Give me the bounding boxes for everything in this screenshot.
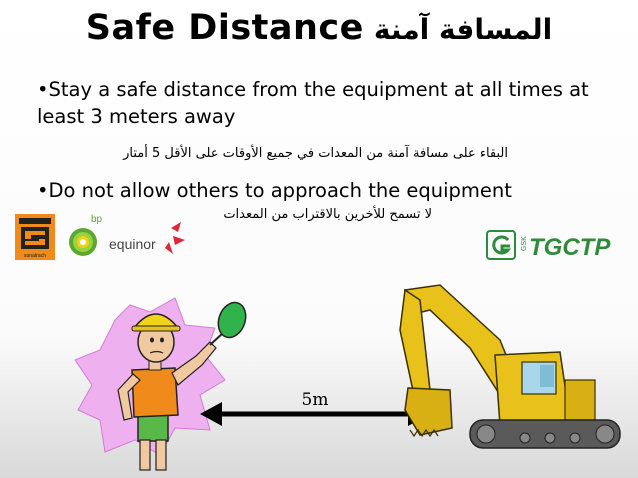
safe-distance-illustration — [0, 270, 638, 478]
svg-text:equinor: equinor — [109, 236, 156, 252]
svg-text:GSK: GSK — [521, 236, 528, 251]
bullet-no-approach — [37, 177, 597, 204]
title-arabic: المسافة آمنة — [373, 13, 553, 46]
distance-label: 5m — [301, 390, 329, 410]
excavator-illustration — [400, 285, 620, 448]
page-title — [0, 8, 638, 48]
title-english: Safe Distance — [85, 8, 364, 48]
sonatrach-logo — [15, 214, 55, 260]
svg-text:bp: bp — [91, 214, 103, 225]
bullet-text: Do not allow others to approach the equipment — [48, 179, 512, 202]
partner-logos — [13, 212, 191, 262]
equinor-logo — [109, 222, 185, 254]
svg-text:sonatrach: sonatrach — [24, 253, 46, 259]
arabic-caption-2: لا تسمح للأخرين بالاقتراب من المعدات — [223, 207, 432, 222]
svg-text:TGCTP: TGCTP — [529, 234, 611, 261]
arabic-caption-1: البقاء على مسافة آمنة من المعدات في جميع الأوقات على الأقل 5 أمتار — [123, 146, 508, 161]
bullet-safe-distance — [37, 76, 597, 130]
tgctp-logo — [486, 228, 616, 262]
bullet-marker: • — [37, 179, 49, 202]
bp-logo — [69, 214, 103, 256]
bullet-text: Stay a safe distance from the equipment at all times at least 3 meters away — [37, 78, 589, 128]
bullet-marker: • — [37, 78, 49, 101]
